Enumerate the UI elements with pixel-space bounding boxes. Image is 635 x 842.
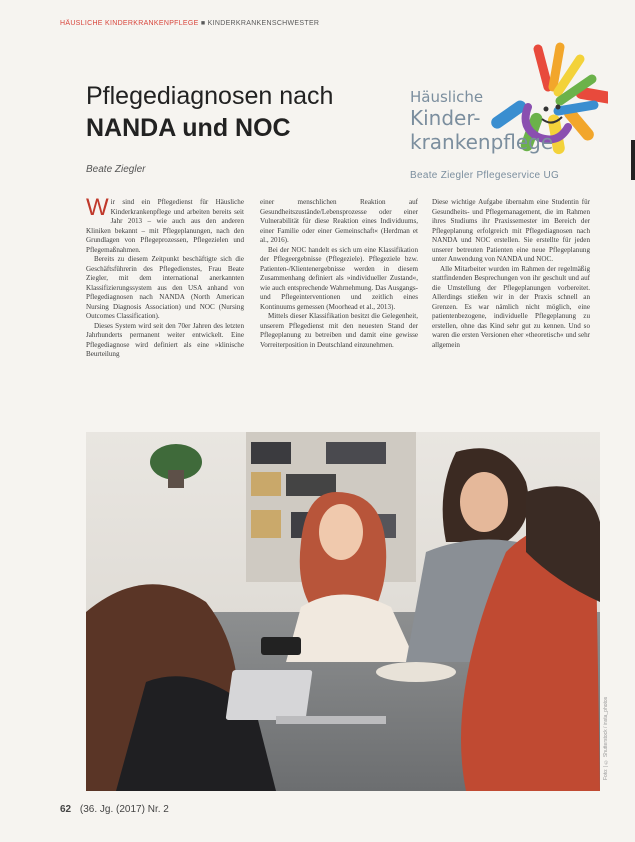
title-line-1: Pflegediagnosen nach xyxy=(86,82,334,110)
col3-paragraph-1: Diese wichtige Aufgabe übernahm eine Studentin für Gesundheits- und Pflegemanagement, die im Rahmen ihres Studiums ihr Praxissemester im Bereich der Pflegeplanung erfolgreich mit Pflegediagnosen nach NANDA und NOC erstellen. Sie erstellte für jeden unserer betreuten Patienten eine neue Pflegeplanung unter Anwendung von NANDA und NOC. xyxy=(432,198,590,263)
col2-paragraph-1: einer menschlichen Reaktion auf Gesundheitszustände/Lebensprozesse oder einer Vulnerabilität für diese Reaktion eines Individuums, einer Familie oder einer Gemeinschaft« (Herdman et al., 2016). xyxy=(260,198,418,244)
col3-paragraph-2: Alle Mitarbeiter wurden im Rahmen der regelmäßig stattfindenden Besprechungen von ihr geschult und auf die Umstellung der Pflegeplanungen vorbereitet. Allerdings stießen wir in der Praxis schnell an Grenzen. Es war nämlich nicht möglich, eine patientenbezogene, individuelle Pflegeplanung zu erstellen, ohne das Kind sehr gut zu kennen. Und so waren die ersten Versionen eher »theoretisch« und sehr allgemein xyxy=(432,264,590,349)
page-footer xyxy=(60,804,169,815)
author-name: Beate Ziegler xyxy=(86,164,146,175)
text-column-3 xyxy=(432,198,590,350)
phone-icon xyxy=(261,637,301,655)
col1-paragraph-2: Bereits zu diesem Zeitpunkt beschäftigte sich die Geschäftsführerin des Pflegedienstes, Frau Beate Ziegler, mit dem international anerkannten Klassifizierungssystem aus den USA anhand von Pflegediagnosen nach NANDA (North American Nursing Diagnosis Association) und NOC (Nursing Outcomes Classification). xyxy=(86,255,244,320)
journal-issue: (36. Jg. (2017) Nr. 2 xyxy=(79,804,169,815)
col1-paragraph-1: ir sind ein Pflegedienst für Häusliche Kinderkrankenpflege und arbeiten bereits seit Jahr 2013 – wie auch aus den anderen Kliniken bekannt – mit Pflegeplanungen, nach den Grundlagen von Pflegeprozessen, Pflegezielen und Pflegemaßnahmen. xyxy=(86,198,244,254)
logo-line-1: Häusliche xyxy=(410,88,484,106)
logo-wordmark xyxy=(410,88,553,154)
header-subsection: KINDERKRANKENSCHWESTER xyxy=(207,20,320,27)
header-section: HÄUSLICHE KINDERKRANKENPFLEGE xyxy=(60,20,199,27)
header-separator: ■ xyxy=(200,20,206,27)
article-title xyxy=(86,80,333,144)
col2-paragraph-2: Bei der NOC handelt es sich um eine Klassifikation der Pflegeergebnisse (Pflegeziele). Pflegeziele bzw. Patienten-/Klientenergebnisse werden in diesem Zusammenhang definiert als »individueller Zustand«, wie auch entsprechende Wahrnehmung. Das Ausgangs- und Pflegeinterventionen und zeitlich eines Kontinuums gemessen (Moorhead et al., 2013). xyxy=(260,245,418,311)
text-column-2 xyxy=(260,198,418,350)
title-line-2: NANDA und NOC xyxy=(86,114,291,142)
text-column-1 xyxy=(86,194,244,360)
logo-line-3: krankenpflege xyxy=(410,130,554,154)
col1-paragraph-3: Dieses System wird seit den 70er Jahren des letzten Jahrhunderts permanent weiter entwickelt. Eine Pflegediagnose wird definiert als eine »klinische Beurteilung xyxy=(86,321,244,358)
running-header xyxy=(60,20,319,27)
meeting-photo xyxy=(86,432,600,791)
drop-cap: W xyxy=(86,194,109,221)
page-number: 62 xyxy=(60,804,72,815)
photo-credit: Foto: | © Shutterstock / insta_photos xyxy=(603,696,609,780)
page-edge-mark xyxy=(631,140,635,180)
meeting-photo-illustration xyxy=(86,432,600,791)
logo-line-2: Kinder- xyxy=(410,106,481,130)
col2-paragraph-3: Mittels dieser Klassifikation besitzt die Gelegenheit, unserem Pflegedienst mit den neuesten Stand der Pflegeplanung zu betreiben und damit eine gewisse Vorreiterposition in Deutschland einzunehmen. xyxy=(260,312,418,349)
logo-subtitle: Beate Ziegler Pflegeservice UG xyxy=(410,170,560,181)
laptop-icon xyxy=(226,670,313,720)
